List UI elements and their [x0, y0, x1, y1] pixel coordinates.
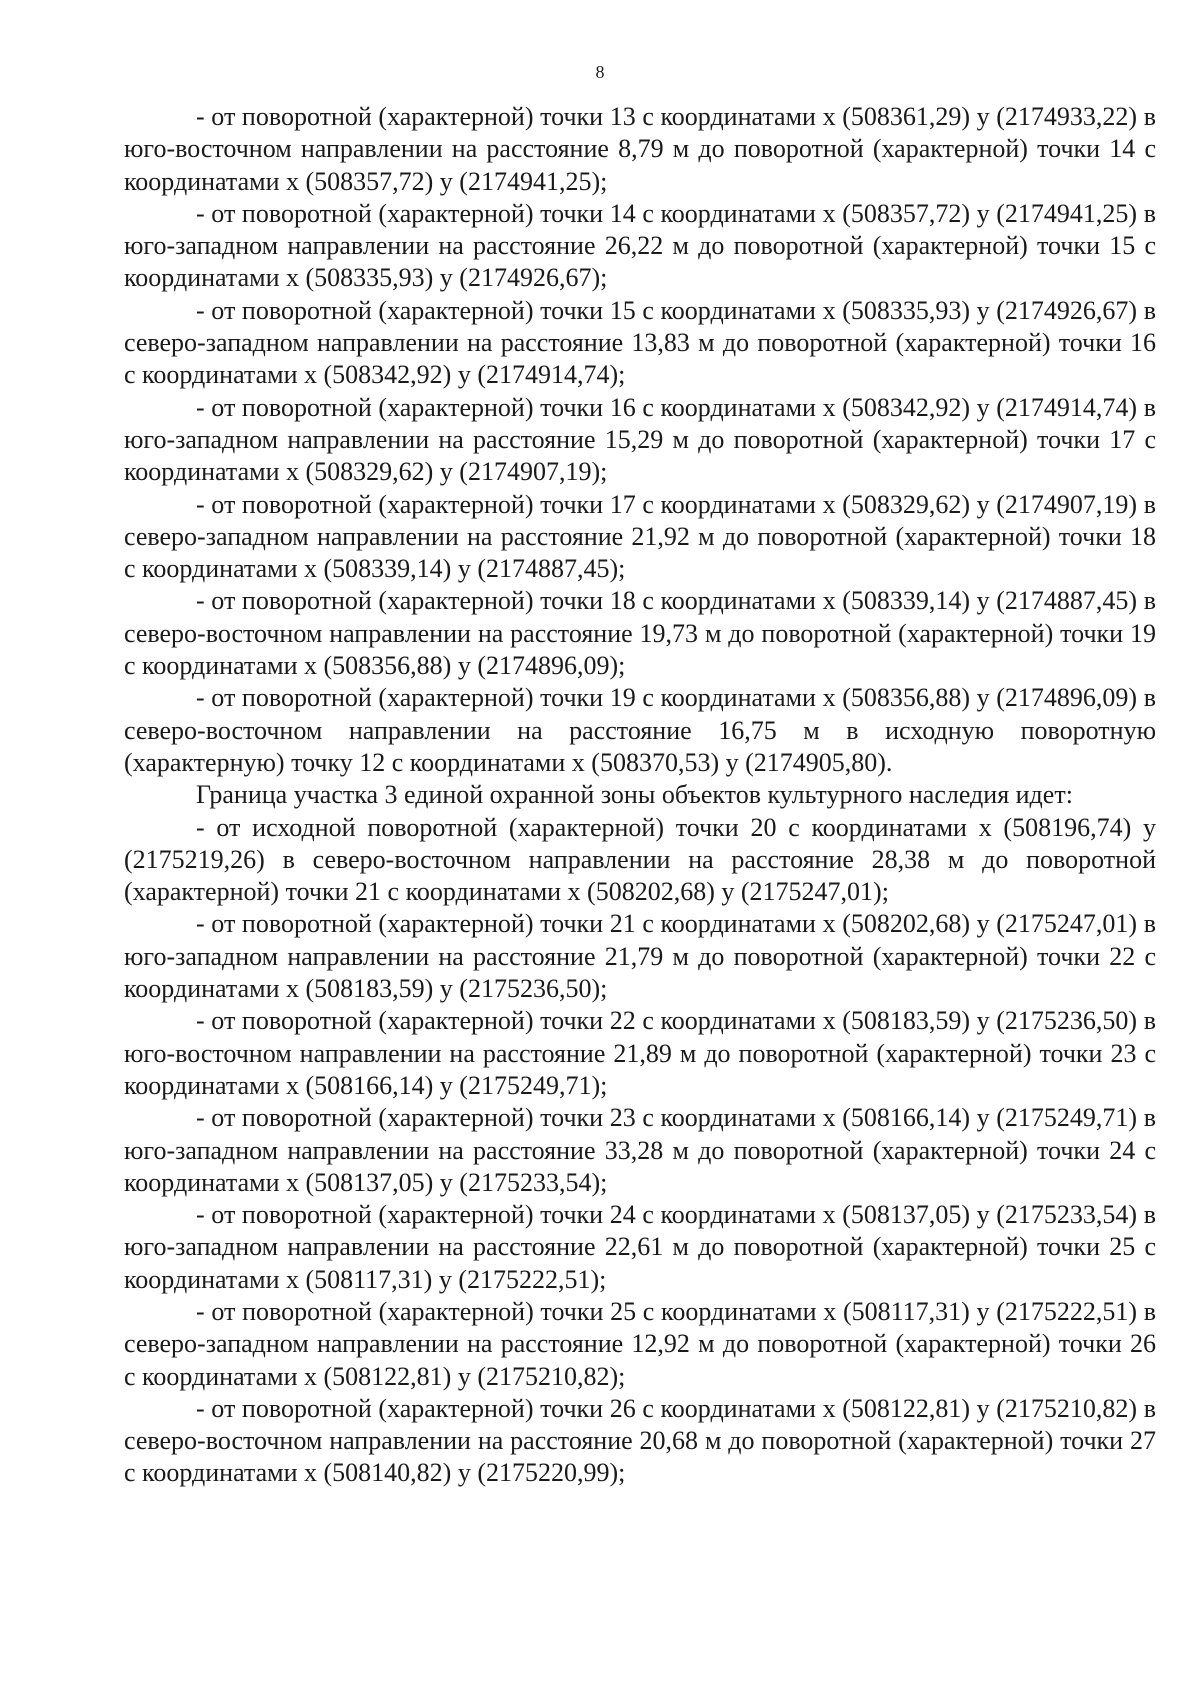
boundary-segment-21-22: - от поворотной (характерной) точки 21 с координатами х (508202,68) у (2175247,01) в юго-западном направлении на расстояние 21,79 м до поворотной (характерной) точки 22 с координатами х (508183,59) у (2175236,50);: [124, 909, 1156, 1004]
boundary-segment-16-17: - от поворотной (характерной) точки 16 с координатами х (508342,92) у (2174914,74) в юго-западном направлении на расстояние 15,29 м до поворотной (характерной) точки 17 с координатами х (508329,62) у (2174907,19);: [124, 392, 1156, 487]
boundary-segment-13-14: - от поворотной (характерной) точки 13 с координатами х (508361,29) у (2174933,22) в юго-восточном направлении на расстояние 8,79 м до поворотной (характерной) точки 14 с координатами х (508357,72) у (2174941,25);: [124, 102, 1156, 196]
section-heading-plot-3: Граница участка 3 единой охранной зоны объектов культурного наследия идет:: [196, 780, 1073, 810]
boundary-segment-19-12: - от поворотной (характерной) точки 19 с координатами х (508356,88) у (2174896,09) в северо-восточном направлении на расстояние 16,75 м в исходную поворотную (характерную) точку 12 с координатами х (508370,53) у (2174905,80).: [124, 683, 1156, 777]
boundary-segment-20-21: - от исходной поворотной (характерной) точки 20 с координатами х (508196,74) у (2175219,26) в северо-восточном направлении на расстояние 28,38 м до поворотной (характерной) точки 21 с координатами х (508202,68) у (2175247,01);: [124, 812, 1156, 907]
boundary-segment-15-16: - от поворотной (характерной) точки 15 с координатами х (508335,93) у (2174926,67) в северо-западном направлении на расстояние 13,83 м до поворотной (характерной) точки 16 с координатами х (508342,92) у (2174914,74);: [124, 295, 1156, 390]
boundary-segment-23-24: - от поворотной (характерной) точки 23 с координатами х (508166,14) у (2175249,71) в юго-западном направлении на расстояние 33,28 м до поворотной (характерной) точки 24 с координатами х (508137,05) у (2175233,54);: [124, 1103, 1156, 1197]
boundary-segment-18-19: - от поворотной (характерной) точки 18 с координатами х (508339,14) у (2174887,45) в северо-восточном направлении на расстояние 19,73 м до поворотной (характерной) точки 19 с координатами х (508356,88) у (2174896,09);: [124, 586, 1156, 681]
boundary-segment-25-26: - от поворотной (характерной) точки 25 с координатами х (508117,31) у (2175222,51) в северо-западном направлении на расстояние 12,92 м до поворотной (характерной) точки 26 с координатами х (508122,81) у (2175210,82);: [124, 1296, 1156, 1391]
boundary-segment-26-27: - от поворотной (характерной) точки 26 с координатами х (508122,81) у (2175210,82) в северо-восточном направлении на расстояние 20,68 м до поворотной (характерной) точки 27 с координатами х (508140,82) у (2175220,99);: [124, 1393, 1156, 1488]
boundary-segment-24-25: - от поворотной (характерной) точки 24 с координатами х (508137,05) у (2175233,54) в юго-западном направлении на расстояние 22,61 м до поворотной (характерной) точки 25 с координатами х (508117,31) у (2175222,51);: [124, 1200, 1156, 1294]
document-body: [124, 101, 1156, 1490]
page-number: 8: [595, 62, 605, 82]
boundary-segment-17-18: - от поворотной (характерной) точки 17 с координатами х (508329,62) у (2174907,19) в северо-западном направлении на расстояние 21,92 м до поворотной (характерной) точки 18 с координатами х (508339,14) у (2174887,45);: [124, 489, 1156, 584]
boundary-segment-22-23: - от поворотной (характерной) точки 22 с координатами х (508183,59) у (2175236,50) в юго-восточном направлении на расстояние 21,89 м до поворотной (характерной) точки 23 с координатами х (508166,14) у (2175249,71);: [124, 1006, 1156, 1100]
boundary-segment-14-15: - от поворотной (характерной) точки 14 с координатами х (508357,72) у (2174941,25) в юго-западном направлении на расстояние 26,22 м до поворотной (характерной) точки 15 с координатами х (508335,93) у (2174926,67);: [124, 198, 1156, 293]
